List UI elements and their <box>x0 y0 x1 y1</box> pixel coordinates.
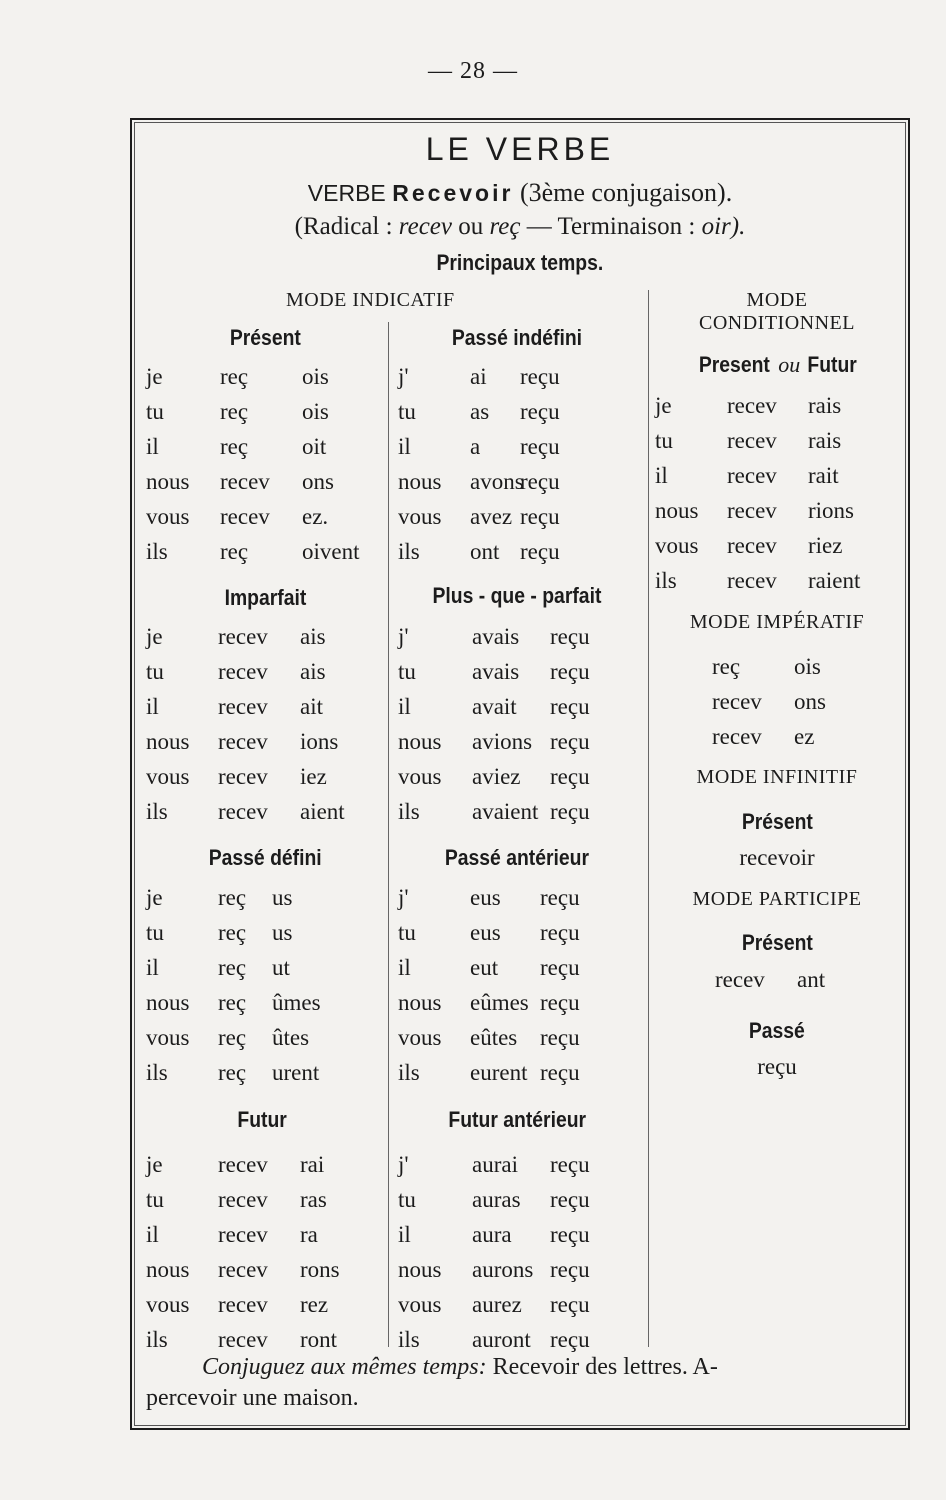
conditionnel-present: Present <box>698 352 770 377</box>
passe-indefini-pronoun-5: vous <box>398 504 442 529</box>
mode-imperatif-label: MODE IMPÉRATIF <box>689 611 865 633</box>
futur-pronoun-2: tu <box>146 1187 164 1212</box>
passe-anterieur-stem-1: eus <box>470 885 501 910</box>
imparfait-stem-6: recev <box>218 799 268 824</box>
page-number: — 28 — <box>428 58 518 84</box>
terminaison-value: oir). <box>701 213 746 240</box>
conditionnel-stem-2: recev <box>727 428 777 453</box>
plus-que-parfait-stem-4: avions <box>472 729 533 754</box>
imparfait-pronoun-4: nous <box>146 729 190 754</box>
plus-que-parfait-ending-2: reçu <box>550 659 590 684</box>
imparfait-pronoun-6: ils <box>146 799 168 824</box>
futur-anterieur-pronoun-5: vous <box>398 1292 442 1317</box>
imparfait-pronoun-2: tu <box>146 659 164 684</box>
participe-passe-heading-wrap <box>652 1018 902 1044</box>
passe-indefini-pronoun-6: ils <box>398 539 420 564</box>
participe-present-heading-wrap <box>652 930 902 956</box>
verb-suffix: (3ème conjugaison). <box>519 178 733 207</box>
imparfait-ending-6: aient <box>300 799 345 824</box>
futur-ending-1: rai <box>300 1152 325 1177</box>
tense-title-passe-defini: Passé défini <box>208 845 322 870</box>
passe-defini-pronoun-6: ils <box>146 1060 168 1085</box>
present-stem-1: reç <box>220 364 249 389</box>
imparfait-ending-2: ais <box>300 659 326 684</box>
conditionnel-pronoun-6: ils <box>655 568 677 593</box>
passe-indefini-pronoun-1: j' <box>398 364 409 389</box>
conditionnel-pronoun-2: tu <box>655 428 673 453</box>
passe-defini-pronoun-5: vous <box>146 1025 190 1050</box>
passe-defini-ending-4: ûmes <box>272 990 321 1015</box>
passe-anterieur-stem-2: eus <box>470 920 501 945</box>
present-ending-4: ons <box>302 469 334 494</box>
mode-participe-label: MODE PARTICIPE <box>692 888 862 910</box>
futur-pronoun-5: vous <box>146 1292 190 1317</box>
terminaison-label: — Terminaison : <box>526 213 696 240</box>
infinitif-present-heading-wrap <box>652 809 902 835</box>
passe-anterieur-pronoun-2: tu <box>398 920 416 945</box>
futur-anterieur-pronoun-6: ils <box>398 1327 420 1352</box>
conditionnel-heading <box>652 352 902 378</box>
participe-present-stem: recev <box>715 967 765 992</box>
conditionnel-ending-2: rais <box>808 428 842 453</box>
passe-defini-pronoun-2: tu <box>146 920 164 945</box>
tense-heading-plus-que-parfait <box>367 583 667 609</box>
passe-defini-pronoun-4: nous <box>146 990 190 1015</box>
passe-defini-pronoun-3: il <box>146 955 159 980</box>
mode-conditionnel-label-2: CONDITIONNEL <box>699 312 855 334</box>
passe-anterieur-stem-3: eut <box>470 955 499 980</box>
conditionnel-pronoun-3: il <box>655 463 668 488</box>
plus-que-parfait-stem-3: avait <box>472 694 517 719</box>
present-stem-5: recev <box>220 504 270 529</box>
radical-open: (Radical : <box>294 213 393 240</box>
futur-ending-4: rons <box>300 1257 340 1282</box>
futur-pronoun-3: il <box>146 1222 159 1247</box>
passe-indefini-ending-1: reçu <box>520 364 560 389</box>
plus-que-parfait-pronoun-2: tu <box>398 659 416 684</box>
conditionnel-pronoun-4: nous <box>655 498 699 523</box>
radical-line <box>0 213 946 241</box>
imparfait-pronoun-1: je <box>146 624 163 649</box>
tense-title-present: Présent <box>229 325 301 350</box>
conditionnel-ending-1: rais <box>808 393 842 418</box>
tense-heading-passe-anterieur <box>367 845 667 871</box>
plus-que-parfait-ending-6: reçu <box>550 799 590 824</box>
tense-title-futur: Futur <box>237 1107 287 1132</box>
passe-anterieur-stem-6: eurent <box>470 1060 528 1085</box>
present-pronoun-4: nous <box>146 469 190 494</box>
futur-anterieur-ending-2: reçu <box>550 1187 590 1212</box>
conditionnel-stem-6: recev <box>727 568 777 593</box>
futur-anterieur-stem-6: auront <box>472 1327 531 1352</box>
plus-que-parfait-ending-1: reçu <box>550 624 590 649</box>
imparfait-ending-5: iez <box>300 764 327 789</box>
futur-ending-2: ras <box>300 1187 327 1212</box>
present-pronoun-3: il <box>146 434 159 459</box>
present-ending-5: ez. <box>302 504 329 529</box>
passe-defini-ending-1: us <box>272 885 293 910</box>
exercise-instruction: Conjuguez aux mêmes temps: <box>202 1354 487 1380</box>
imparfait-stem-5: recev <box>218 764 268 789</box>
column-divider-left <box>388 322 389 1347</box>
passe-defini-stem-6: reç <box>218 1060 247 1085</box>
participe-present-ending: ant <box>797 967 826 992</box>
futur-anterieur-stem-2: auras <box>472 1187 521 1212</box>
passe-anterieur-stem-4: eûmes <box>470 990 529 1015</box>
futur-stem-5: recev <box>218 1292 268 1317</box>
imparfait-pronoun-3: il <box>146 694 159 719</box>
conditionnel-stem-1: recev <box>727 393 777 418</box>
futur-anterieur-ending-4: reçu <box>550 1257 590 1282</box>
futur-pronoun-4: nous <box>146 1257 190 1282</box>
futur-ending-6: ront <box>300 1327 338 1352</box>
imparfait-ending-1: ais <box>300 624 326 649</box>
imperatif-stem-1: reç <box>712 654 741 679</box>
futur-stem-3: recev <box>218 1222 268 1247</box>
passe-indefini-pronoun-2: tu <box>398 399 416 424</box>
infinitif-present-heading: Présent <box>741 809 813 834</box>
radical-ou: ou <box>458 213 484 240</box>
infinitif-present-value: recevoir <box>739 845 815 870</box>
imparfait-stem-1: recev <box>218 624 268 649</box>
passe-anterieur-ending-5: reçu <box>540 1025 580 1050</box>
plus-que-parfait-pronoun-1: j' <box>398 624 409 649</box>
futur-anterieur-ending-6: reçu <box>550 1327 590 1352</box>
column-divider-right <box>648 290 649 1347</box>
present-stem-3: reç <box>220 434 249 459</box>
present-stem-4: recev <box>220 469 270 494</box>
present-pronoun-5: vous <box>146 504 190 529</box>
futur-anterieur-stem-1: aurai <box>472 1152 518 1177</box>
passe-indefini-ending-4: reçu <box>520 469 560 494</box>
participe-passe-heading: Passé <box>749 1018 805 1043</box>
passe-indefini-pronoun-4: nous <box>398 469 442 494</box>
mode-infinitif-label: MODE INFINITIF <box>696 766 858 788</box>
radical-rec: reç <box>489 213 521 240</box>
futur-anterieur-pronoun-2: tu <box>398 1187 416 1212</box>
futur-anterieur-ending-3: reçu <box>550 1222 590 1247</box>
passe-defini-ending-6: urent <box>272 1060 320 1085</box>
passe-defini-pronoun-1: je <box>146 885 163 910</box>
passe-anterieur-pronoun-4: nous <box>398 990 442 1015</box>
futur-anterieur-stem-4: aurons <box>472 1257 534 1282</box>
futur-anterieur-ending-1: reçu <box>550 1152 590 1177</box>
conditionnel-pronoun-5: vous <box>655 533 699 558</box>
passe-anterieur-pronoun-1: j' <box>398 885 409 910</box>
plus-que-parfait-ending-3: reçu <box>550 694 590 719</box>
tense-title-passe-anterieur: Passé antérieur <box>444 845 590 870</box>
conditionnel-stem-4: recev <box>727 498 777 523</box>
present-stem-6: reç <box>220 539 249 564</box>
present-pronoun-6: ils <box>146 539 168 564</box>
conditionnel-stem-3: recev <box>727 463 777 488</box>
plus-que-parfait-stem-1: avais <box>472 624 520 649</box>
plus-que-parfait-stem-2: avais <box>472 659 520 684</box>
page-title: LE VERBE <box>425 131 615 167</box>
imparfait-stem-2: recev <box>218 659 268 684</box>
present-stem-2: reç <box>220 399 249 424</box>
passe-defini-stem-4: reç <box>218 990 247 1015</box>
passe-indefini-ending-3: reçu <box>520 434 560 459</box>
principaux-temps-heading: Principaux temps. <box>436 250 604 275</box>
exercise-line-1 <box>146 1354 718 1381</box>
passe-defini-stem-3: reç <box>218 955 247 980</box>
passe-anterieur-ending-3: reçu <box>540 955 580 980</box>
passe-anterieur-ending-6: reçu <box>540 1060 580 1085</box>
tense-title-plus-que-parfait: Plus - que - parfait <box>432 583 602 608</box>
passe-defini-stem-1: reç <box>218 885 247 910</box>
imparfait-stem-3: recev <box>218 694 268 719</box>
passe-defini-ending-2: us <box>272 920 293 945</box>
verb-prefix: VERBE <box>307 180 386 206</box>
plus-que-parfait-stem-6: avaient <box>472 799 539 824</box>
futur-anterieur-ending-5: reçu <box>550 1292 590 1317</box>
radical-recev: recev <box>398 213 452 240</box>
mode-conditionnel-label-1: MODE <box>746 289 808 311</box>
tense-title-futur-anterieur: Futur antérieur <box>448 1107 586 1132</box>
passe-indefini-pronoun-3: il <box>398 434 411 459</box>
present-ending-3: oit <box>302 434 327 459</box>
passe-defini-ending-3: ut <box>272 955 290 980</box>
futur-stem-4: recev <box>218 1257 268 1282</box>
passe-anterieur-ending-2: reçu <box>540 920 580 945</box>
imperatif-ending-2: ons <box>794 689 826 714</box>
futur-anterieur-stem-5: aurez <box>472 1292 522 1317</box>
futur-anterieur-pronoun-4: nous <box>398 1257 442 1282</box>
tense-title-passe-indefini: Passé indéfini <box>451 325 583 350</box>
passe-anterieur-ending-1: reçu <box>540 885 580 910</box>
conditionnel-ending-5: riez <box>808 533 843 558</box>
passe-anterieur-pronoun-5: vous <box>398 1025 442 1050</box>
futur-stem-2: recev <box>218 1187 268 1212</box>
exercise-line-2: percevoir une maison. <box>146 1385 359 1411</box>
futur-anterieur-pronoun-1: j' <box>398 1152 409 1177</box>
present-ending-2: ois <box>302 399 329 424</box>
passe-anterieur-pronoun-3: il <box>398 955 411 980</box>
futur-pronoun-6: ils <box>146 1327 168 1352</box>
participe-present-heading: Présent <box>741 930 813 955</box>
passe-indefini-stem-2: as <box>470 399 490 424</box>
passe-anterieur-pronoun-6: ils <box>398 1060 420 1085</box>
conditionnel-ending-3: rait <box>808 463 839 488</box>
passe-indefini-stem-6: ont <box>470 539 500 564</box>
passe-defini-ending-5: ûtes <box>272 1025 310 1050</box>
futur-anterieur-pronoun-3: il <box>398 1222 411 1247</box>
futur-ending-5: rez <box>300 1292 329 1317</box>
plus-que-parfait-pronoun-6: ils <box>398 799 420 824</box>
conditionnel-stem-5: recev <box>727 533 777 558</box>
present-pronoun-2: tu <box>146 399 164 424</box>
passe-indefini-ending-6: reçu <box>520 539 560 564</box>
passe-indefini-stem-4: avons <box>470 469 524 494</box>
plus-que-parfait-pronoun-5: vous <box>398 764 442 789</box>
futur-ending-3: ra <box>300 1222 318 1247</box>
futur-stem-6: recev <box>218 1327 268 1352</box>
passe-indefini-ending-5: reçu <box>520 504 560 529</box>
passe-anterieur-stem-5: eûtes <box>470 1025 518 1050</box>
imperatif-ending-3: ez <box>794 724 815 749</box>
futur-pronoun-1: je <box>146 1152 163 1177</box>
verb-line <box>0 178 946 208</box>
imparfait-stem-4: recev <box>218 729 268 754</box>
passe-defini-stem-2: reç <box>218 920 247 945</box>
mode-indicatif-label: MODE INDICATIF <box>286 289 455 311</box>
present-pronoun-1: je <box>146 364 163 389</box>
plus-que-parfait-pronoun-3: il <box>398 694 411 719</box>
present-ending-1: ois <box>302 364 329 389</box>
futur-stem-1: recev <box>218 1152 268 1177</box>
imperatif-ending-1: ois <box>794 654 821 679</box>
participe-passe-value: reçu <box>757 1054 797 1079</box>
passe-indefini-stem-5: avez <box>470 504 513 529</box>
imperatif-stem-2: recev <box>712 689 762 714</box>
conditionnel-futur: Futur <box>807 352 858 377</box>
futur-anterieur-stem-3: aura <box>472 1222 512 1247</box>
passe-indefini-stem-1: ai <box>470 364 487 389</box>
tense-heading-futur-anterieur <box>367 1107 667 1133</box>
verb-name: Recevoir <box>392 180 514 206</box>
conditionnel-ou: ou <box>778 352 801 377</box>
passe-defini-stem-5: reç <box>218 1025 247 1050</box>
plus-que-parfait-ending-5: reçu <box>550 764 590 789</box>
imparfait-pronoun-5: vous <box>146 764 190 789</box>
plus-que-parfait-ending-4: reçu <box>550 729 590 754</box>
plus-que-parfait-pronoun-4: nous <box>398 729 442 754</box>
imperatif-stem-3: recev <box>712 724 762 749</box>
present-ending-6: oivent <box>302 539 360 564</box>
imparfait-ending-4: ions <box>300 729 339 754</box>
passe-anterieur-ending-4: reçu <box>540 990 580 1015</box>
conditionnel-pronoun-1: je <box>655 393 672 418</box>
conditionnel-ending-6: raient <box>808 568 861 593</box>
conditionnel-ending-4: rions <box>808 498 854 523</box>
tense-heading-passe-indefini <box>367 325 667 351</box>
imparfait-ending-3: ait <box>300 694 323 719</box>
exercise-text: Recevoir des lettres. A- <box>492 1354 718 1380</box>
passe-indefini-ending-2: reçu <box>520 399 560 424</box>
passe-indefini-stem-3: a <box>470 434 481 459</box>
plus-que-parfait-stem-5: aviez <box>472 764 521 789</box>
tense-title-imparfait: Imparfait <box>224 585 306 610</box>
